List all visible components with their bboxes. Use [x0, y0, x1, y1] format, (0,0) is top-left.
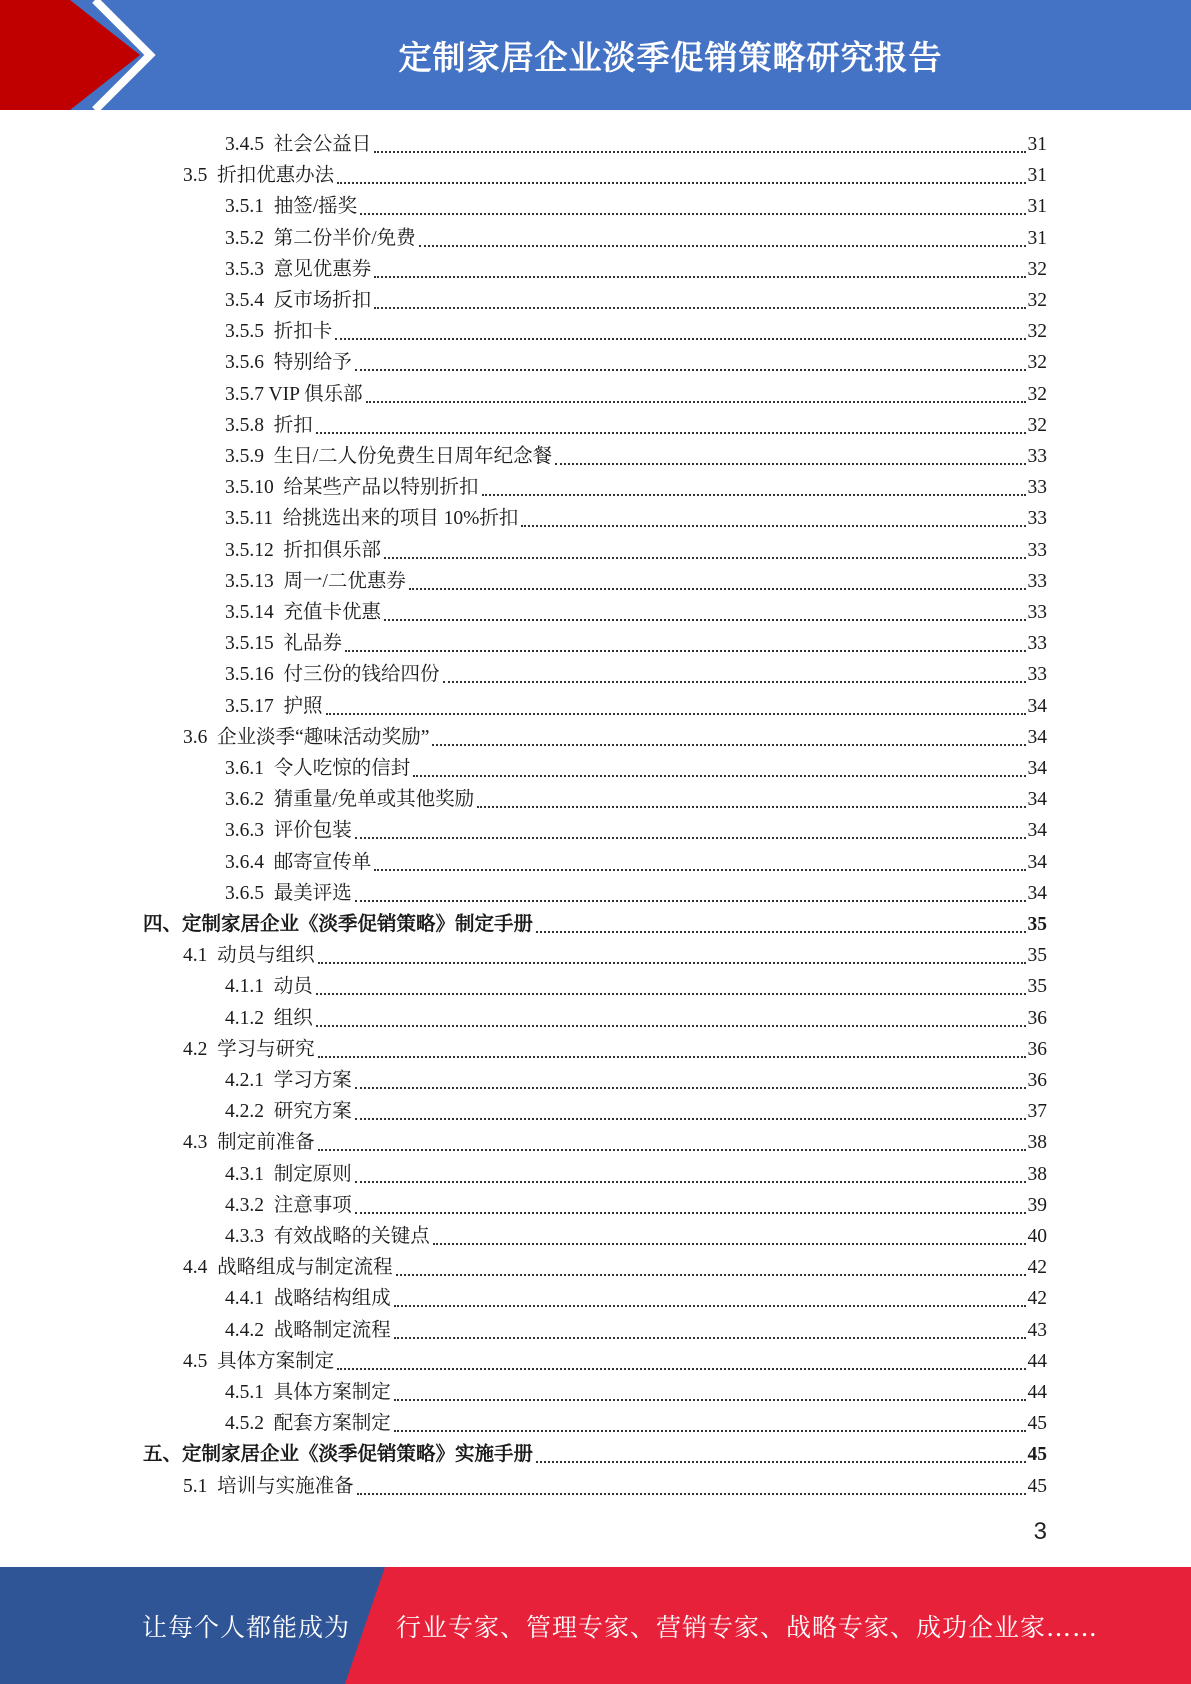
toc-entry[interactable] [143, 907, 1047, 937]
toc-entry-page: 31 [1027, 134, 1047, 155]
toc-entry-page: 32 [1027, 352, 1047, 374]
toc-entry[interactable] [225, 1313, 1047, 1343]
toc-entry[interactable] [225, 876, 1047, 906]
toc-dot-leader [355, 368, 1026, 371]
toc-entry-page: 32 [1027, 383, 1047, 405]
toc-entry[interactable] [225, 1406, 1047, 1436]
toc-entry[interactable] [225, 1219, 1047, 1249]
toc-dot-leader [316, 431, 1026, 434]
toc-entry-title: 3.5.11 给挑选出来的项目 10%折扣 [225, 508, 519, 530]
toc-dot-leader [326, 712, 1026, 715]
toc-entry[interactable] [225, 1094, 1047, 1124]
toc-dot-leader [419, 244, 1026, 247]
toc-entry-page: 35 [1027, 976, 1047, 998]
toc-entry-title: 3.4.5 社会公益日 [225, 134, 372, 155]
toc-entry[interactable] [183, 1469, 1047, 1499]
toc-entry-page: 31 [1027, 227, 1047, 249]
toc-dot-leader [384, 556, 1025, 559]
toc-entry-title: 4.1 动员与组织 [183, 945, 315, 967]
toc-entry[interactable] [225, 1157, 1047, 1187]
toc-entry-page: 35 [1027, 945, 1047, 967]
toc-entry-title: 3.5.5 折扣卡 [225, 321, 333, 343]
toc-dot-leader [316, 992, 1026, 995]
toc-entry-title: 3.5.15 礼品券 [225, 633, 343, 655]
toc-entry[interactable] [225, 501, 1047, 531]
toc-dot-leader [337, 181, 1025, 184]
toc-entry-title: 4.3.3 有效战略的关键点 [225, 1226, 430, 1247]
toc-dot-leader [443, 680, 1026, 683]
toc-entry-page: 45 [1027, 1475, 1047, 1497]
toc-entry[interactable] [225, 439, 1047, 469]
toc-entry-title: 4.1.2 组织 [225, 1007, 313, 1029]
toc-entry-title: 3.5.4 反市场折扣 [225, 290, 372, 311]
toc-entry-page: 34 [1027, 726, 1047, 748]
toc-dot-leader [394, 1429, 1026, 1432]
toc-entry[interactable] [143, 1437, 1047, 1467]
toc-entry-page: 32 [1027, 321, 1047, 343]
toc-entry[interactable] [183, 938, 1047, 968]
toc-entry[interactable] [225, 564, 1047, 594]
page-footer [0, 1567, 1191, 1684]
toc-entry-page: 39 [1027, 1194, 1047, 1216]
toc-entry[interactable] [225, 689, 1047, 719]
toc-entry-page: 32 [1027, 290, 1047, 311]
toc-entry[interactable] [183, 1250, 1047, 1280]
toc-entry[interactable] [183, 1032, 1047, 1062]
toc-entry-title: 3.6.2 猜重量/免单或其他奖励 [225, 789, 475, 811]
toc-dot-leader [335, 337, 1025, 340]
toc-entry-page: 34 [1027, 695, 1047, 717]
toc-dot-leader [355, 1117, 1026, 1120]
toc-entry[interactable] [183, 720, 1047, 750]
toc-dot-leader [357, 1492, 1026, 1495]
toc-entry[interactable] [225, 221, 1047, 251]
toc-entry-title: 3.5.10 给某些产品以特别折扣 [225, 477, 479, 499]
toc-entry[interactable] [225, 283, 1047, 313]
toc-entry-title: 5.1 培训与实施准备 [183, 1475, 354, 1497]
toc-entry[interactable] [225, 813, 1047, 843]
toc-entry-page: 42 [1027, 1288, 1047, 1310]
toc-dot-leader [374, 150, 1025, 153]
toc-entry-page: 31 [1027, 165, 1047, 187]
toc-entry-title: 3.5.16 付三份的钱给四份 [225, 664, 440, 686]
toc-entry[interactable] [225, 470, 1047, 500]
page-number: 3 [1033, 1518, 1047, 1545]
footer-slogan-left: 让每个人都能成为 [142, 1612, 351, 1642]
toc-entry-title: 3.6 企业淡季“趣味活动奖励” [183, 726, 430, 748]
toc-entry-title: 五、定制家居企业《淡季促销策略》实施手册 [143, 1444, 534, 1466]
toc-entry-page: 34 [1027, 882, 1047, 904]
toc-entry-title: 3.5.17 护照 [225, 695, 323, 717]
toc-entry-page: 38 [1027, 1163, 1047, 1185]
toc-entry-page: 33 [1027, 602, 1047, 623]
toc-entry[interactable] [225, 1375, 1047, 1405]
toc-entry-title: 4.4.2 战略制定流程 [225, 1319, 391, 1341]
toc-dot-leader [394, 1398, 1026, 1401]
toc-entry-title: 3.5.8 折扣 [225, 414, 313, 436]
toc-dot-leader [394, 1304, 1026, 1307]
toc-entry[interactable] [225, 1001, 1047, 1031]
toc-entry-page: 43 [1027, 1319, 1047, 1341]
toc-entry-title: 3.5.13 周一/二优惠券 [225, 570, 406, 592]
toc-entry-page: 45 [1027, 1413, 1047, 1435]
toc-dot-leader [432, 743, 1025, 746]
toc-dot-leader [318, 961, 1026, 964]
toc-dot-leader [318, 1148, 1026, 1151]
toc-entry-title: 4.3.2 注意事项 [225, 1194, 352, 1216]
toc-dot-leader [409, 587, 1026, 590]
toc-entry[interactable] [225, 1188, 1047, 1218]
toc-entry[interactable] [225, 1281, 1047, 1311]
toc-entry-title: 3.6.3 评价包装 [225, 820, 352, 842]
toc-entry-title: 四、定制家居企业《淡季促销策略》制定手册 [143, 914, 534, 935]
toc-dot-leader [374, 868, 1025, 871]
toc-entry-title: 3.5.2 第二份半价/免费 [225, 227, 416, 249]
toc-dot-leader [355, 836, 1026, 839]
toc-entry[interactable] [225, 189, 1047, 219]
toc-entry[interactable] [225, 657, 1047, 687]
toc-entry-page: 33 [1027, 446, 1047, 467]
toc-entry-title: 3.6.4 邮寄宣传单 [225, 851, 372, 873]
toc-entry-title: 4.2.2 研究方案 [225, 1101, 352, 1123]
toc-entry[interactable] [225, 377, 1047, 407]
toc-dot-leader [413, 774, 1025, 777]
toc-dot-leader [396, 1273, 1026, 1276]
toc-dot-leader [394, 1336, 1026, 1339]
toc-entry-title: 3.5.14 充值卡优惠 [225, 602, 382, 623]
toc-entry[interactable] [225, 533, 1047, 563]
toc-dot-leader [355, 899, 1026, 902]
toc-entry[interactable] [183, 1344, 1047, 1374]
toc-entry-title: 4.3.1 制定原则 [225, 1163, 352, 1185]
toc-entry-title: 3.6.1 令人吃惊的信封 [225, 758, 411, 779]
toc-dot-leader [374, 306, 1025, 309]
footer-slogan-right: 行业专家、管理专家、营销专家、战略专家、成功企业家…… [396, 1612, 1099, 1642]
toc-dot-leader [433, 1242, 1026, 1245]
toc-entry-page: 34 [1027, 789, 1047, 811]
toc-entry-title: 3.5.9 生日/二人份免费生日周年纪念餐 [225, 446, 553, 467]
toc-dot-leader [355, 1180, 1026, 1183]
toc-dot-leader [337, 1367, 1025, 1370]
toc-entry-title: 4.4 战略组成与制定流程 [183, 1257, 393, 1279]
toc-entry[interactable] [225, 408, 1047, 438]
toc-entry-page: 33 [1027, 539, 1047, 561]
toc-entry[interactable] [225, 314, 1047, 344]
toc-entry[interactable] [225, 1063, 1047, 1093]
toc-entry-page: 34 [1027, 851, 1047, 873]
toc-entry-page: 44 [1027, 1350, 1047, 1372]
toc-dot-leader [536, 930, 1025, 933]
toc-entry-title: 3.6.5 最美评选 [225, 882, 352, 904]
toc-entry-title: 4.3 制定前准备 [183, 1132, 315, 1154]
toc-entry[interactable] [225, 626, 1047, 656]
toc-entry[interactable] [225, 252, 1047, 282]
toc-dot-leader [555, 462, 1025, 465]
toc-entry[interactable] [225, 969, 1047, 999]
toc-entry-title: 3.5.6 特别给予 [225, 352, 352, 374]
toc-dot-leader [345, 649, 1025, 652]
toc-dot-leader [521, 524, 1025, 527]
toc-entry-page: 35 [1027, 914, 1047, 935]
toc-entry-page: 33 [1027, 508, 1047, 530]
toc-entry-title: 3.5.7 VIP 俱乐部 [225, 383, 363, 405]
toc-entry-page: 34 [1027, 820, 1047, 842]
toc-entry-page: 33 [1027, 664, 1047, 686]
toc-entry-page: 31 [1027, 196, 1047, 218]
toc-dot-leader [360, 212, 1025, 215]
toc-dot-leader [384, 618, 1025, 621]
toc-dot-leader [366, 400, 1026, 403]
toc-entry-page: 36 [1027, 1007, 1047, 1029]
toc-entry[interactable] [225, 595, 1047, 625]
toc-entry-title: 4.4.1 战略结构组成 [225, 1288, 391, 1310]
toc-entry-page: 32 [1027, 414, 1047, 436]
toc-entry-page: 36 [1027, 1070, 1047, 1091]
page-header [0, 0, 1191, 110]
toc-entry-title: 4.5 具体方案制定 [183, 1350, 335, 1372]
toc-dot-leader [316, 1024, 1026, 1027]
toc-entry-title: 4.1.1 动员 [225, 976, 313, 998]
toc-entry[interactable] [225, 782, 1047, 812]
toc-entry-title: 4.5.1 具体方案制定 [225, 1382, 391, 1403]
toc-entry-page: 33 [1027, 477, 1047, 499]
toc-entry[interactable] [225, 345, 1047, 375]
toc-entry-page: 33 [1027, 570, 1047, 592]
toc-entry-title: 3.5.3 意见优惠券 [225, 258, 372, 280]
toc-dot-leader [355, 1211, 1026, 1214]
toc-entry[interactable] [183, 158, 1047, 188]
toc-dot-leader [374, 275, 1025, 278]
toc-entry-page: 36 [1027, 1038, 1047, 1060]
toc-entry-page: 42 [1027, 1257, 1047, 1279]
toc-entry-page: 45 [1027, 1444, 1047, 1466]
toc-entry[interactable] [183, 1125, 1047, 1155]
toc-entry[interactable] [225, 845, 1047, 875]
toc-entry-page: 44 [1027, 1382, 1047, 1403]
toc-dot-leader [355, 1086, 1026, 1089]
toc-entry[interactable] [225, 127, 1047, 157]
toc-entry-page: 40 [1027, 1226, 1047, 1247]
toc-entry-title: 3.5.1 抽签/摇奖 [225, 196, 358, 218]
report-title: 定制家居企业淡季促销策略研究报告 [398, 37, 943, 77]
toc-entry-title: 4.5.2 配套方案制定 [225, 1413, 391, 1435]
toc-dot-leader [318, 1055, 1026, 1058]
toc-entry-title: 4.2 学习与研究 [183, 1038, 315, 1060]
toc-entry-page: 38 [1027, 1132, 1047, 1154]
toc-entry[interactable] [225, 751, 1047, 781]
toc-entry-page: 32 [1027, 258, 1047, 280]
toc-entry-title: 3.5 折扣优惠办法 [183, 165, 335, 187]
toc-entry-title: 3.5.12 折扣俱乐部 [225, 539, 382, 561]
toc-dot-leader [536, 1460, 1025, 1463]
toc-dot-leader [477, 805, 1025, 808]
toc-entry-title: 4.2.1 学习方案 [225, 1070, 352, 1091]
toc-entry-page: 37 [1027, 1101, 1047, 1123]
toc-dot-leader [482, 493, 1026, 496]
toc-entry-page: 34 [1027, 758, 1047, 779]
toc-entry-page: 33 [1027, 633, 1047, 655]
